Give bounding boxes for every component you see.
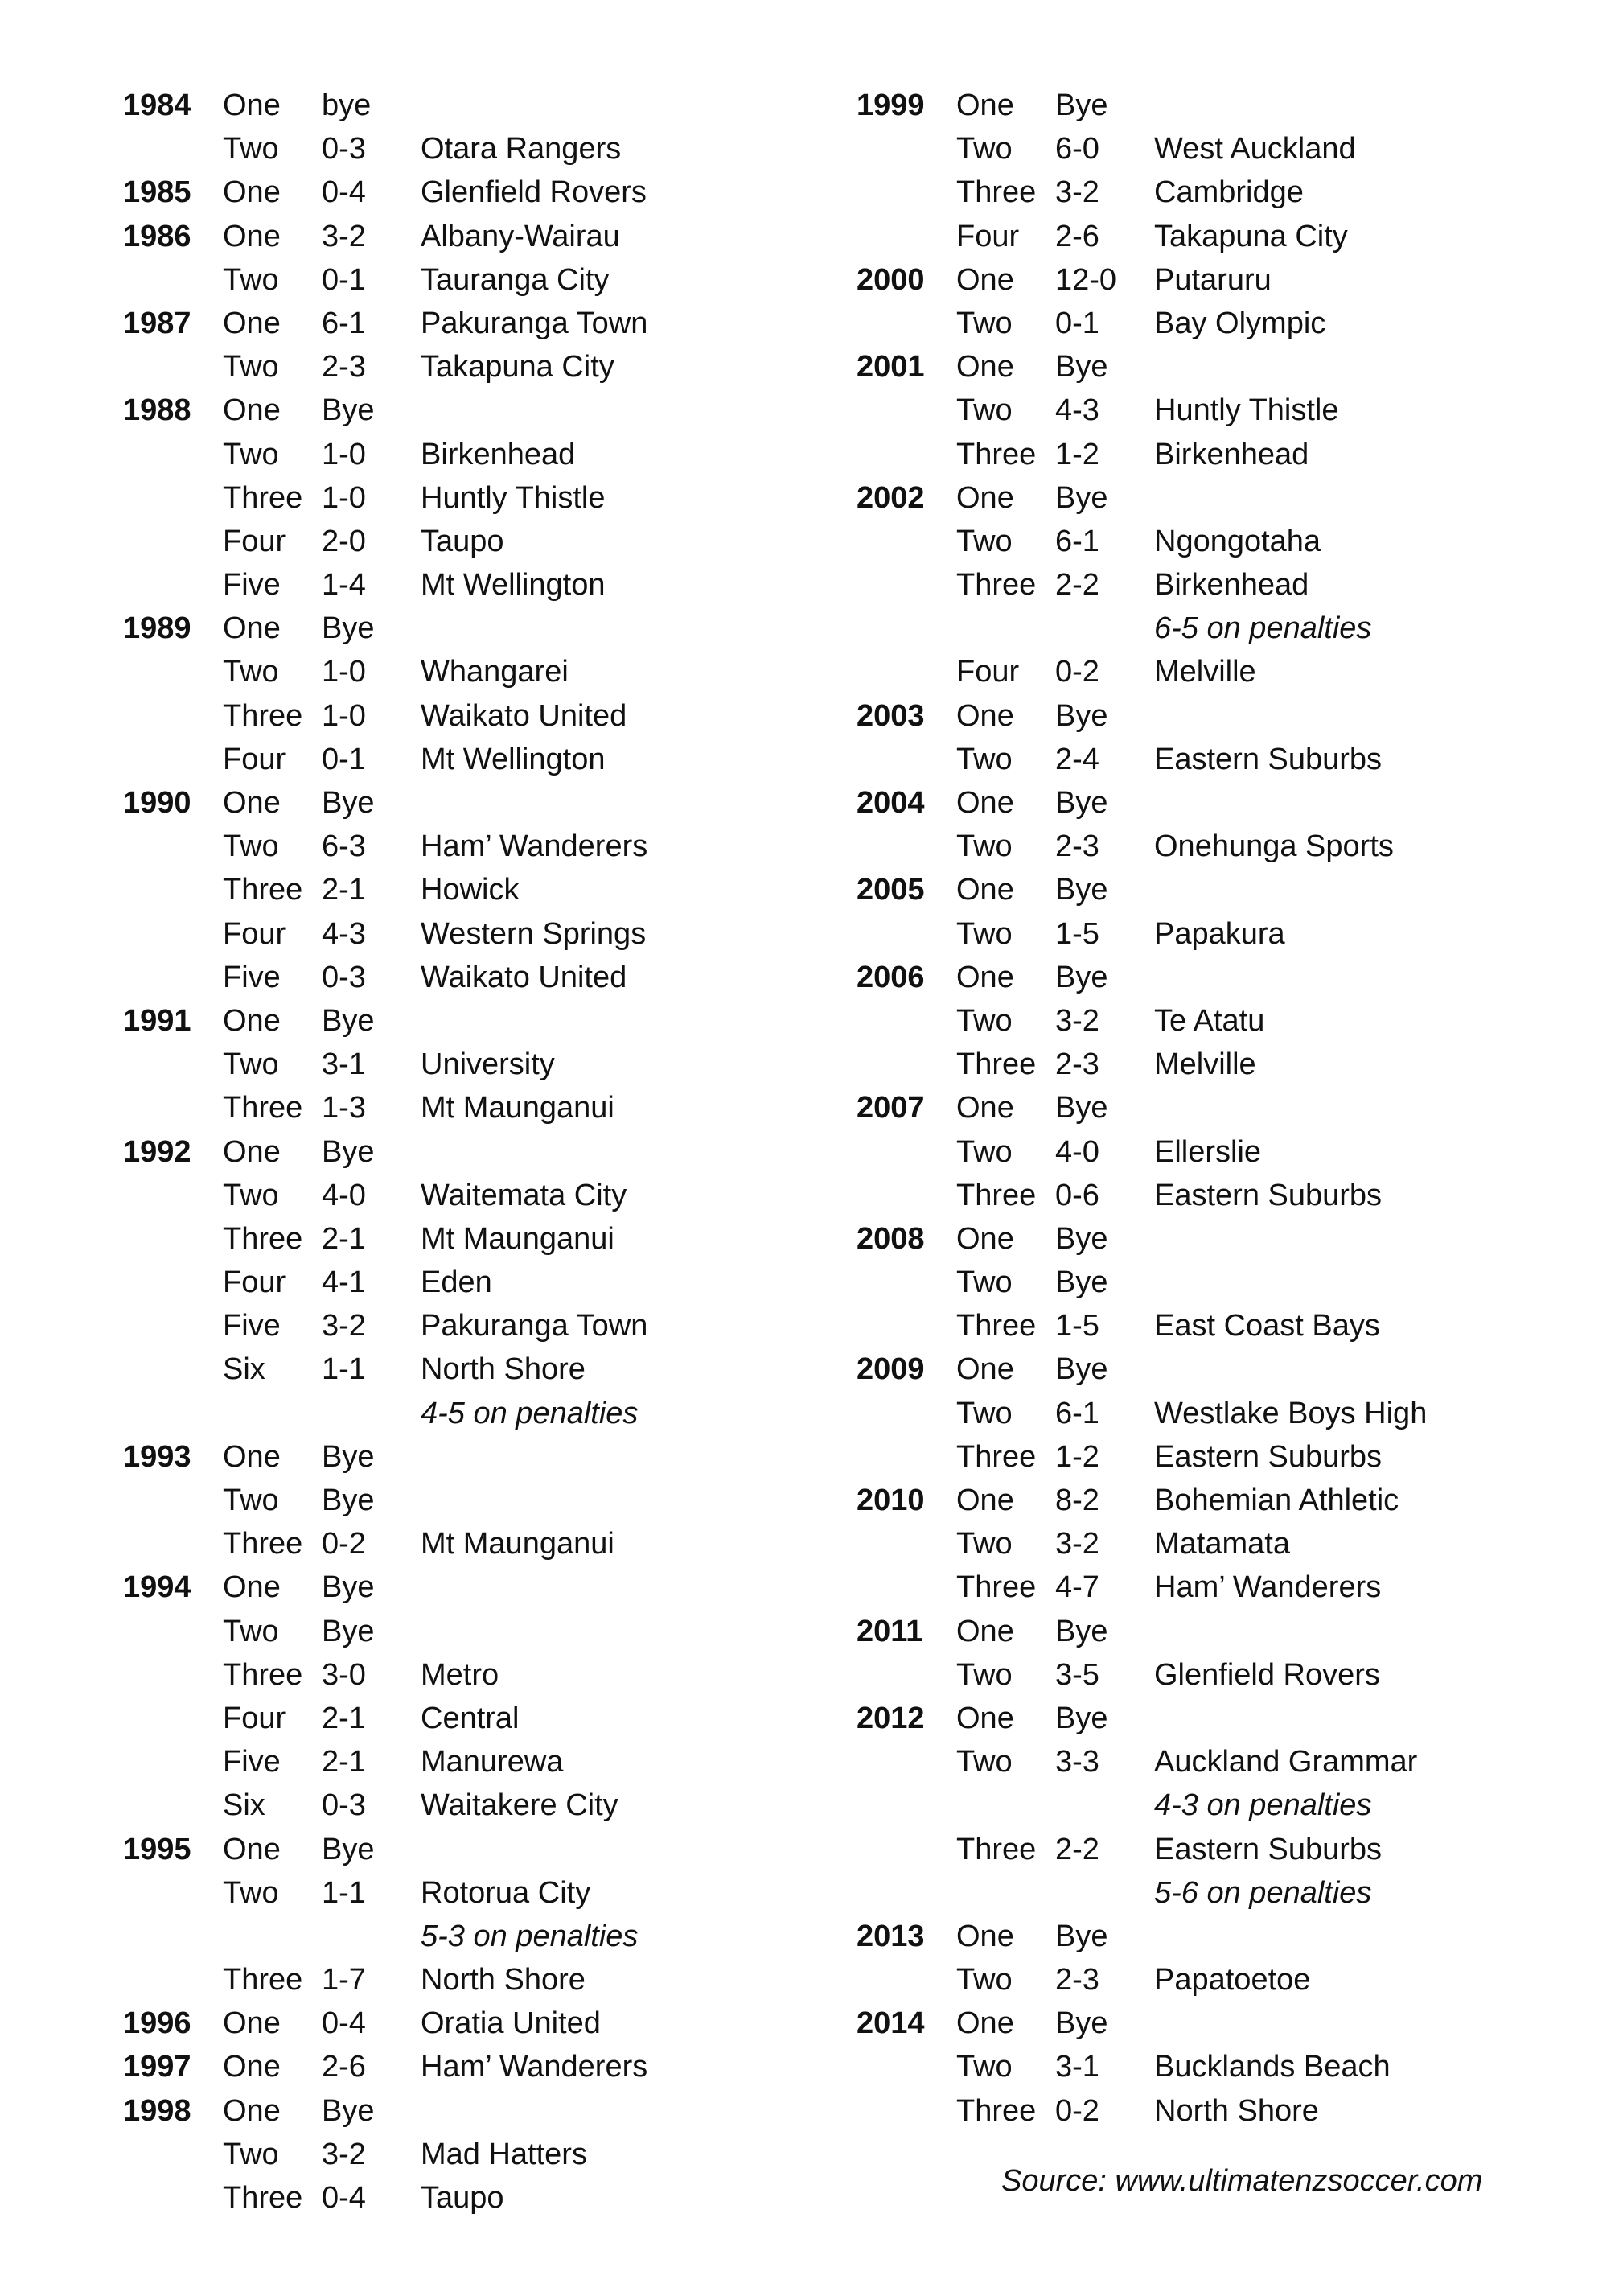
round-cell: Six <box>223 1352 265 1387</box>
score-cell: 1-2 <box>1055 437 1099 471</box>
round-cell: Two <box>956 1134 1013 1169</box>
score-cell: 2-3 <box>322 350 366 385</box>
score-cell: 2-3 <box>1055 829 1099 864</box>
score-cell: 2-2 <box>1055 568 1099 603</box>
score-cell: Bye <box>1055 1221 1108 1256</box>
score-cell: 6-1 <box>1055 1396 1099 1430</box>
round-cell: Two <box>956 1396 1013 1430</box>
score-cell: 3-1 <box>1055 2050 1099 2084</box>
round-cell: Four <box>956 219 1020 253</box>
penalty-note: 5-6 on penalties <box>1154 1875 1372 1910</box>
score-cell: 1-0 <box>322 437 366 471</box>
opponent-name: Waitakere City <box>421 1788 618 1823</box>
opponent-name: North Shore <box>1154 2093 1319 2128</box>
year-cell: 2002 <box>857 480 925 515</box>
opponent-name: University <box>421 1047 555 1082</box>
score-cell: 1-4 <box>322 568 366 603</box>
year-cell: 2008 <box>857 1221 925 1256</box>
round-cell: Six <box>223 1788 265 1823</box>
opponent-name: Rotorua City <box>421 1875 591 1910</box>
score-cell: Bye <box>322 393 375 428</box>
round-cell: Two <box>223 1614 279 1648</box>
score-cell: 6-1 <box>1055 524 1099 558</box>
year-cell: 2004 <box>857 786 925 820</box>
score-cell: 6-0 <box>1055 132 1099 167</box>
round-cell: Two <box>223 350 279 385</box>
round-cell: Three <box>223 1527 303 1562</box>
score-cell: Bye <box>322 611 375 646</box>
score-cell: 2-1 <box>322 1701 366 1735</box>
score-cell: 6-3 <box>322 829 366 864</box>
round-cell: Two <box>956 132 1013 167</box>
round-cell: One <box>223 2093 281 2128</box>
round-cell: Five <box>223 960 281 994</box>
round-cell: One <box>223 786 281 820</box>
opponent-name: Birkenhead <box>421 437 576 471</box>
round-cell: One <box>223 175 281 210</box>
score-cell: 4-0 <box>322 1178 366 1212</box>
opponent-name: Matamata <box>1154 1527 1290 1562</box>
round-cell: Two <box>223 1178 279 1212</box>
opponent-name: Waitemata City <box>421 1178 627 1212</box>
score-cell: 4-7 <box>1055 1570 1099 1605</box>
opponent-name: Westlake Boys High <box>1154 1396 1428 1430</box>
round-cell: Two <box>956 1527 1013 1562</box>
round-cell: Three <box>956 1570 1037 1605</box>
round-cell: Two <box>956 1657 1013 1692</box>
round-cell: One <box>956 1701 1014 1735</box>
round-cell: One <box>956 2006 1014 2041</box>
score-cell: 0-3 <box>322 1788 366 1823</box>
score-cell: 2-6 <box>322 2050 366 2084</box>
score-cell: Bye <box>1055 1701 1108 1735</box>
score-cell: 1-0 <box>322 480 366 515</box>
opponent-name: Putaruru <box>1154 262 1272 297</box>
score-cell: Bye <box>322 1614 375 1648</box>
score-cell: 0-3 <box>322 132 366 167</box>
round-cell: Two <box>956 1003 1013 1038</box>
score-cell: 0-4 <box>322 2181 366 2215</box>
score-cell: Bye <box>1055 1265 1108 1300</box>
round-cell: Two <box>223 829 279 864</box>
year-cell: 2005 <box>857 873 925 907</box>
round-cell: One <box>956 1352 1014 1387</box>
round-cell: Five <box>223 568 281 603</box>
score-cell: 3-2 <box>322 2137 366 2171</box>
round-cell: Two <box>956 829 1013 864</box>
opponent-name: Auckland Grammar <box>1154 1745 1418 1780</box>
year-cell: 2013 <box>857 1919 925 1953</box>
round-cell: One <box>223 1570 281 1605</box>
opponent-name: Bohemian Athletic <box>1154 1483 1399 1517</box>
score-cell: 0-3 <box>322 960 366 994</box>
score-cell: Bye <box>1055 1919 1108 1953</box>
round-cell: Five <box>223 1745 281 1780</box>
opponent-name: Pakuranga Town <box>421 306 648 340</box>
year-cell: 2011 <box>857 1614 923 1648</box>
score-cell: Bye <box>322 786 375 820</box>
opponent-name: West Auckland <box>1154 132 1356 167</box>
score-cell: Bye <box>322 1483 375 1517</box>
score-cell: 1-3 <box>322 1091 366 1125</box>
score-cell: Bye <box>1055 873 1108 907</box>
round-cell: One <box>223 306 281 340</box>
round-cell: Three <box>956 2093 1037 2128</box>
opponent-name: Melville <box>1154 1047 1256 1082</box>
year-cell: 1984 <box>123 88 191 122</box>
round-cell: One <box>956 350 1014 385</box>
opponent-name: Oratia United <box>421 2006 601 2041</box>
opponent-name: Huntly Thistle <box>421 480 606 515</box>
round-cell: Four <box>956 655 1020 689</box>
round-cell: Four <box>223 524 286 558</box>
opponent-name: Mt Maunganui <box>421 1221 614 1256</box>
round-cell: Three <box>223 1657 303 1692</box>
round-cell: Three <box>956 1309 1037 1343</box>
opponent-name: Ellerslie <box>1154 1134 1262 1169</box>
opponent-name: Mt Wellington <box>421 568 606 603</box>
score-cell: 3-1 <box>322 1047 366 1082</box>
score-cell: 4-0 <box>1055 1134 1099 1169</box>
score-cell: 0-1 <box>322 262 366 297</box>
round-cell: One <box>223 2050 281 2084</box>
score-cell: 1-1 <box>322 1875 366 1910</box>
round-cell: Three <box>223 1963 303 1998</box>
opponent-name: Taupo <box>421 2181 504 2215</box>
opponent-name: Bucklands Beach <box>1154 2050 1391 2084</box>
score-cell: Bye <box>322 1570 375 1605</box>
round-cell: One <box>956 480 1014 515</box>
opponent-name: North Shore <box>421 1352 586 1387</box>
source-credit: Source: www.ultimatenzsoccer.com <box>1001 2164 1483 2198</box>
year-cell: 2009 <box>857 1352 925 1387</box>
round-cell: Two <box>223 132 279 167</box>
year-cell: 1990 <box>123 786 191 820</box>
round-cell: Three <box>223 2181 303 2215</box>
round-cell: Three <box>956 568 1037 603</box>
round-cell: One <box>956 1483 1014 1517</box>
opponent-name: Papatoetoe <box>1154 1963 1311 1998</box>
score-cell: 1-0 <box>322 698 366 733</box>
round-cell: Two <box>223 262 279 297</box>
opponent-name: Mt Maunganui <box>421 1527 614 1562</box>
year-cell: 1994 <box>123 1570 191 1605</box>
opponent-name: Te Atatu <box>1154 1003 1265 1038</box>
year-cell: 1998 <box>123 2093 191 2128</box>
round-cell: Three <box>223 698 303 733</box>
round-cell: Two <box>956 1265 1013 1300</box>
score-cell: 2-3 <box>1055 1963 1099 1998</box>
round-cell: One <box>223 1003 281 1038</box>
score-cell: 2-1 <box>322 873 366 907</box>
round-cell: Two <box>223 1047 279 1082</box>
opponent-name: Central <box>421 1701 520 1735</box>
round-cell: Three <box>956 1439 1037 1474</box>
round-cell: Four <box>223 1265 286 1300</box>
score-cell: 3-3 <box>1055 1745 1099 1780</box>
opponent-name: Takapuna City <box>421 350 614 385</box>
score-cell: 3-2 <box>322 219 366 253</box>
opponent-name: Tauranga City <box>421 262 610 297</box>
score-cell: Bye <box>1055 786 1108 820</box>
round-cell: Three <box>956 1178 1037 1212</box>
score-cell: Bye <box>322 1832 375 1866</box>
year-cell: 1985 <box>123 175 191 210</box>
year-cell: 2010 <box>857 1483 925 1517</box>
opponent-name: Eastern Suburbs <box>1154 1178 1383 1212</box>
score-cell: 1-0 <box>322 655 366 689</box>
score-cell: 3-2 <box>1055 1003 1099 1038</box>
round-cell: One <box>956 1221 1014 1256</box>
year-cell: 1992 <box>123 1134 191 1169</box>
round-cell: Three <box>223 1221 303 1256</box>
opponent-name: Metro <box>421 1657 499 1692</box>
score-cell: 3-2 <box>322 1309 366 1343</box>
round-cell: One <box>956 262 1014 297</box>
round-cell: Two <box>223 2137 279 2171</box>
opponent-name: Bay Olympic <box>1154 306 1326 340</box>
round-cell: One <box>223 2006 281 2041</box>
opponent-name: Onehunga Sports <box>1154 829 1394 864</box>
opponent-name: Melville <box>1154 655 1256 689</box>
round-cell: Four <box>223 916 286 951</box>
opponent-name: Birkenhead <box>1154 568 1309 603</box>
opponent-name: Eastern Suburbs <box>1154 1832 1383 1866</box>
penalty-note: 5-3 on penalties <box>421 1919 639 1953</box>
round-cell: One <box>223 1439 281 1474</box>
round-cell: Two <box>956 524 1013 558</box>
round-cell: Two <box>956 916 1013 951</box>
round-cell: One <box>956 786 1014 820</box>
opponent-name: Howick <box>421 873 520 907</box>
round-cell: Two <box>223 655 279 689</box>
score-cell: Bye <box>1055 480 1108 515</box>
opponent-name: Ham’ Wanderers <box>1154 1570 1382 1605</box>
score-cell: 1-1 <box>322 1352 366 1387</box>
year-cell: 2006 <box>857 960 925 994</box>
score-cell: 4-3 <box>322 916 366 951</box>
round-cell: One <box>223 1134 281 1169</box>
opponent-name: Whangarei <box>421 655 569 689</box>
score-cell: Bye <box>322 1134 375 1169</box>
opponent-name: Albany-Wairau <box>421 219 620 253</box>
round-cell: Three <box>956 1832 1037 1866</box>
score-cell: 2-3 <box>1055 1047 1099 1082</box>
score-cell: 3-2 <box>1055 1527 1099 1562</box>
opponent-name: Glenfield Rovers <box>1154 1657 1380 1692</box>
round-cell: Two <box>956 2050 1013 2084</box>
score-cell: Bye <box>1055 960 1108 994</box>
score-cell: 12-0 <box>1055 262 1117 297</box>
year-cell: 1989 <box>123 611 191 646</box>
score-cell: 8-2 <box>1055 1483 1099 1517</box>
opponent-name: North Shore <box>421 1963 586 1998</box>
year-cell: 1987 <box>123 306 191 340</box>
round-cell: One <box>956 88 1014 122</box>
score-cell: 3-5 <box>1055 1657 1099 1692</box>
year-cell: 1988 <box>123 393 191 428</box>
opponent-name: Waikato United <box>421 960 627 994</box>
score-cell: Bye <box>1055 350 1108 385</box>
penalty-note: 4-3 on penalties <box>1154 1788 1372 1823</box>
opponent-name: East Coast Bays <box>1154 1309 1380 1343</box>
round-cell: One <box>223 1832 281 1866</box>
score-cell: 0-1 <box>322 742 366 776</box>
round-cell: One <box>956 698 1014 733</box>
round-cell: Three <box>956 175 1037 210</box>
score-cell: 0-4 <box>322 175 366 210</box>
score-cell: 1-2 <box>1055 1439 1099 1474</box>
year-cell: 1993 <box>123 1439 191 1474</box>
score-cell: 2-0 <box>322 524 366 558</box>
round-cell: Three <box>956 1047 1037 1082</box>
score-cell: Bye <box>322 1439 375 1474</box>
opponent-name: Otara Rangers <box>421 132 622 167</box>
score-cell: Bye <box>1055 1614 1108 1648</box>
opponent-name: Mt Maunganui <box>421 1091 614 1125</box>
score-cell: 2-1 <box>322 1221 366 1256</box>
round-cell: Two <box>223 437 279 471</box>
round-cell: Two <box>956 306 1013 340</box>
round-cell: One <box>223 88 281 122</box>
round-cell: Two <box>223 1483 279 1517</box>
opponent-name: Glenfield Rovers <box>421 175 647 210</box>
round-cell: One <box>956 1919 1014 1953</box>
opponent-name: Mt Wellington <box>421 742 606 776</box>
score-cell: 1-5 <box>1055 1309 1099 1343</box>
opponent-name: Mad Hatters <box>421 2137 587 2171</box>
opponent-name: Eastern Suburbs <box>1154 1439 1383 1474</box>
year-cell: 1991 <box>123 1003 191 1038</box>
year-cell: 2001 <box>857 350 925 385</box>
opponent-name: Pakuranga Town <box>421 1309 648 1343</box>
score-cell: 3-0 <box>322 1657 366 1692</box>
score-cell: 2-1 <box>322 1745 366 1780</box>
round-cell: Four <box>223 742 286 776</box>
year-cell: 1995 <box>123 1832 191 1866</box>
opponent-name: Huntly Thistle <box>1154 393 1339 428</box>
opponent-name: Ham’ Wanderers <box>421 2050 648 2084</box>
score-cell: Bye <box>1055 698 1108 733</box>
round-cell: Two <box>956 1745 1013 1780</box>
round-cell: Four <box>223 1701 286 1735</box>
round-cell: One <box>956 873 1014 907</box>
score-cell: 0-2 <box>322 1527 366 1562</box>
score-cell: 6-1 <box>322 306 366 340</box>
score-cell: 4-1 <box>322 1265 366 1300</box>
score-cell: Bye <box>322 1003 375 1038</box>
score-cell: Bye <box>1055 88 1108 122</box>
round-cell: One <box>956 960 1014 994</box>
opponent-name: Birkenhead <box>1154 437 1309 471</box>
score-cell: 1-7 <box>322 1963 366 1998</box>
score-cell: 0-1 <box>1055 306 1099 340</box>
penalty-note: 6-5 on penalties <box>1154 611 1372 646</box>
round-cell: Two <box>956 393 1013 428</box>
round-cell: Three <box>223 873 303 907</box>
year-cell: 2014 <box>857 2006 925 2041</box>
year-cell: 1996 <box>123 2006 191 2041</box>
round-cell: Two <box>223 1875 279 1910</box>
score-cell: Bye <box>1055 1352 1108 1387</box>
opponent-name: Manurewa <box>421 1745 564 1780</box>
opponent-name: Western Springs <box>421 916 647 951</box>
opponent-name: Ngongotaha <box>1154 524 1321 558</box>
score-cell: 4-3 <box>1055 393 1099 428</box>
opponent-name: Papakura <box>1154 916 1285 951</box>
score-cell: 3-2 <box>1055 175 1099 210</box>
round-cell: One <box>956 1614 1014 1648</box>
round-cell: One <box>956 1091 1014 1125</box>
year-cell: 1986 <box>123 219 191 253</box>
opponent-name: Ham’ Wanderers <box>421 829 648 864</box>
round-cell: Two <box>956 742 1013 776</box>
score-cell: 1-5 <box>1055 916 1099 951</box>
round-cell: One <box>223 611 281 646</box>
year-cell: 2000 <box>857 262 925 297</box>
round-cell: Five <box>223 1309 281 1343</box>
opponent-name: Eastern Suburbs <box>1154 742 1383 776</box>
year-cell: 2012 <box>857 1701 925 1735</box>
opponent-name: Waikato United <box>421 698 627 733</box>
score-cell: 0-4 <box>322 2006 366 2041</box>
round-cell: One <box>223 393 281 428</box>
year-cell: 2007 <box>857 1091 925 1125</box>
round-cell: Three <box>223 1091 303 1125</box>
score-cell: 2-6 <box>1055 219 1099 253</box>
round-cell: One <box>223 219 281 253</box>
opponent-name: Takapuna City <box>1154 219 1348 253</box>
score-cell: Bye <box>322 2093 375 2128</box>
score-cell: 0-2 <box>1055 2093 1099 2128</box>
score-cell: Bye <box>1055 1091 1108 1125</box>
score-cell: Bye <box>1055 2006 1108 2041</box>
opponent-name: Cambridge <box>1154 175 1304 210</box>
round-cell: Three <box>223 480 303 515</box>
year-cell: 1999 <box>857 88 925 122</box>
year-cell: 1997 <box>123 2050 191 2084</box>
opponent-name: Eden <box>421 1265 492 1300</box>
round-cell: Two <box>956 1963 1013 1998</box>
opponent-name: Taupo <box>421 524 504 558</box>
score-cell: 2-2 <box>1055 1832 1099 1866</box>
score-cell: bye <box>322 88 372 122</box>
penalty-note: 4-5 on penalties <box>421 1396 639 1430</box>
year-cell: 2003 <box>857 698 925 733</box>
score-cell: 0-2 <box>1055 655 1099 689</box>
score-cell: 0-6 <box>1055 1178 1099 1212</box>
round-cell: Three <box>956 437 1037 471</box>
score-cell: 2-4 <box>1055 742 1099 776</box>
